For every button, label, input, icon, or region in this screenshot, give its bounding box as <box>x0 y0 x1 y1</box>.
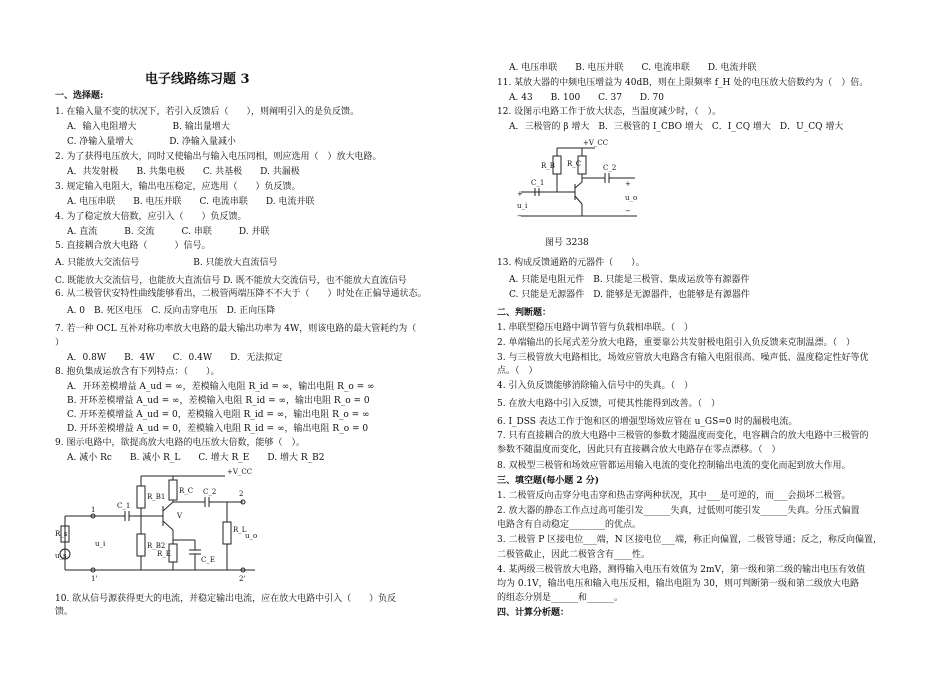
question-text: 7. 若一种 OCL 互补对称功率放大电路的最大输出功率为 4W，则该电路的最大管耗约为（ <box>55 324 417 334</box>
circuit-label: u_o <box>625 194 638 202</box>
question-text: 4. 为了稳定放大倍数，应引入（ ）负反馈。 <box>55 212 247 222</box>
circuit-label: V <box>177 512 183 520</box>
question-text: 12. 设图示电路工作于放大状态，当温度减少时，（ ）。 <box>497 107 722 117</box>
circuit-label: +V_CC <box>227 468 253 476</box>
option-line: C. 开环差模增益 A_ud = 0，差模输入电阻 R_id = ∞，输出电阻 R_o = ∞ <box>67 410 370 420</box>
option-line: A．开环差模增益 A_ud = ∞，差模输入电阻 R_id = ∞，输出电阻 R_o = ∞ <box>67 382 375 392</box>
circuit-label: +V_CC <box>583 139 609 147</box>
option-line: C. 既能放大交流信号，也能放大直流信号 D. 既不能放大交流信号，也不能放大直流信号 <box>55 276 407 286</box>
option-line: A. 只能放大交流信号 B. 只能放大直流信号 <box>55 258 278 268</box>
statement-text: 参数不随温度而变化，因此只有直接耦合放大电路存在零点漂移。（ ） <box>497 445 781 455</box>
option-line: C. 净输入量增大 D. 净输入量减小 <box>67 137 236 147</box>
section-heading: 四、计算分析题： <box>497 608 570 618</box>
circuit-label: R_C <box>567 160 582 168</box>
circuit-label: − <box>625 207 631 215</box>
option-line: A. 43 B. 100 C. 37 D. 70 <box>509 93 664 103</box>
option-line: A. 只能是电阻元件 B. 只能是三极管、集成运放等有源器件 <box>509 275 750 285</box>
option-line: D. 开环差模增益 A_ud = 0，差模输入电阻 R_id = ∞，输出电阻 R_o = 0 <box>67 424 369 434</box>
fill-blank-text: 均为 0.1V，输出电压和输入电压反相，输出电阻为 30，则可判断第一级和第二级放大电路 <box>497 579 859 589</box>
fill-blank-text: 的组态分别是______和______。 <box>497 593 624 603</box>
circuit-label: 1 <box>91 506 96 514</box>
fill-blank-text: 2. 放大器的静态工作点过高可能引发______失真，过低则可能引发______失真。分压式偏置 <box>497 506 860 516</box>
circuit-label: R_s <box>55 530 68 538</box>
fill-blank-text: 电路含有自动稳定________的优点。 <box>497 520 642 530</box>
circuit-label: R_L <box>233 526 247 534</box>
circuit-label: R_C <box>179 487 194 495</box>
statement-text: 5. 在放大电路中引入反馈，可使其性能得到改善。（ ） <box>497 399 720 409</box>
statement-text: 点。（ ） <box>497 366 538 376</box>
figure-caption: 图号 3238 <box>545 238 589 248</box>
statement-text: 2. 单端输出的长尾式差分放大电路，重要靠公共发射极电阻引入负反馈来克制温漂。（ ） <box>497 338 855 348</box>
question-text: 3. 规定输入电阻大，输出电压稳定，应选用（ ）负反馈。 <box>55 182 301 192</box>
option-line: A．输入电阻增大 B. 输出量增大 <box>67 122 230 132</box>
question-text: 13. 构成反馈通路的元器件（ ）。 <box>497 258 645 268</box>
fill-blank-text: 3. 二极管 P 区接电位___端，N 区接电位___端，称正向偏置，二极管导通；反之，称反向偏置， <box>497 535 882 545</box>
circuit-diagram-q9 <box>55 466 270 586</box>
circuit-label: R_B2 <box>147 542 166 550</box>
option-line: A. 直流 B. 交流 C. 串联 D. 并联 <box>67 227 270 237</box>
question-text: 1. 在输入量不变的状况下，若引入反馈后（ ），则阐明引入的是负反馈。 <box>55 107 359 117</box>
statement-text: 1. 串联型稳压电路中调节管与负载相串联。（ ） <box>497 323 693 333</box>
section-heading: 三、填空题(每小题 2 分) <box>497 476 600 486</box>
circuit-label: u_i <box>95 540 106 548</box>
section-heading: 一、选择题: <box>55 91 104 101</box>
fill-blank-text: 4. 某两级三极管放大电路，测得输入电压有效值为 2mV，第一级和第二级的输出电压有效值 <box>497 565 866 575</box>
question-text: 6. 从二极管伏安特性曲线能够看出，二极管两端压降不不大于（ ）时处在正偏导通状态。 <box>55 289 427 299</box>
option-line: A. 电压串联 B. 电压并联 C. 电流串联 D. 电流并联 <box>509 63 757 73</box>
option-line: A．共发射极 B. 共集电极 C. 共基极 D. 共漏极 <box>67 167 300 177</box>
question-text: ） <box>55 338 65 348</box>
statement-text: 8. 双极型三极管和场效应管都运用输入电流的变化控制输出电流的变化而起到放大作用。 <box>497 461 851 471</box>
circuit-label: C_1 <box>531 179 545 187</box>
question-text: 5. 直接耦合放大电路（ ）信号。 <box>55 241 211 251</box>
circuit-label: C_2 <box>603 164 617 172</box>
option-line: A. 0 B. 死区电压 C. 反向击穿电压 D. 正向压降 <box>67 306 276 316</box>
option-line: A．三极管的 β 增大 B．三极管的 I_CBO 增大 C．I_CQ 增大 D．U_CQ 增大 <box>509 122 844 132</box>
circuit-label: C_E <box>201 556 215 564</box>
question-text: 9. 图示电路中，欲提高放大电路的电压放大倍数，能够（ ）。 <box>55 438 305 448</box>
option-line: C. 只能是无源器件 D. 能够是无源器件，也能够是有源器件 <box>509 290 750 300</box>
circuit-diagram-q12 <box>517 136 667 236</box>
statement-text: 4. 引入负反馈能够消除输入信号中的失真。（ ） <box>497 381 693 391</box>
circuit-label: 2' <box>239 575 246 583</box>
option-line: A. 减小 Rc B. 减小 R_L C. 增大 R_E D. 增大 R_B2 <box>67 453 325 463</box>
circuit-label: − <box>517 212 523 220</box>
statement-text: 3. 与三极管放大电路相比，场效应管放大电路含有输入电阻很高、噪声低、温度稳定性好等优 <box>497 353 869 363</box>
option-line: A．0.8W B．4W C．0.4W D．无法拟定 <box>67 353 283 363</box>
question-text: 2. 为了获得电压放大，同时又使输出与输入电压同相，则应选用（ ）放大电路。 <box>55 152 382 162</box>
circuit-label: 2 <box>239 490 244 498</box>
fill-blank-text: 二极管截止，因此二极管含有____性。 <box>497 550 651 560</box>
page-title: 电子线路练习题 3 <box>145 72 250 87</box>
statement-text: 6. I_DSS 表达工作于饱和区的增强型场效应管在 u_GS=0 时的漏极电流。 <box>497 417 798 427</box>
option-line: B. 开环差模增益 A_ud = ∞，差模输入电阻 R_id = ∞，输出电阻 R_o = 0 <box>67 396 370 406</box>
circuit-label: R_B1 <box>147 493 166 501</box>
circuit-label: u_i <box>517 202 528 210</box>
question-text: 11. 某放大器的中频电压增益为 40dB，则在上限频率 f_H 处的电压放大倍数约为（ ）倍。 <box>497 78 869 88</box>
circuit-label: R_B <box>541 162 555 170</box>
statement-text: 7. 只有直接耦合的放大电路中三极管的参数才随温度而变化，电容耦合的放大电路中三极管的 <box>497 431 869 441</box>
circuit-label: R_E <box>157 550 171 558</box>
section-heading: 二、判断题： <box>497 308 552 318</box>
circuit-label: 1' <box>91 575 98 583</box>
circuit-label: + <box>517 190 523 198</box>
option-line: A. 电压串联 B. 电压并联 C. 电流串联 D. 电流并联 <box>67 197 315 207</box>
circuit-label: u_o <box>245 532 258 540</box>
circuit-label: + <box>625 180 631 188</box>
question-text: 8. 抱负集成运放含有下列特点：（ ）。 <box>55 367 220 377</box>
circuit-label: u_s <box>55 552 67 560</box>
fill-blank-text: 1. 二极管反向击穿分电击穿和热击穿两种状况，其中___是可逆的，而___会损坏二极管。 <box>497 491 851 501</box>
question-text: 10. 欲从信号源获得更大的电流，并稳定输出电流，应在放大电路中引入（ ）负反 <box>55 594 397 604</box>
circuit-label: C_1 <box>117 502 131 510</box>
question-text: 馈。 <box>55 607 74 617</box>
circuit-label: C_2 <box>203 488 217 496</box>
